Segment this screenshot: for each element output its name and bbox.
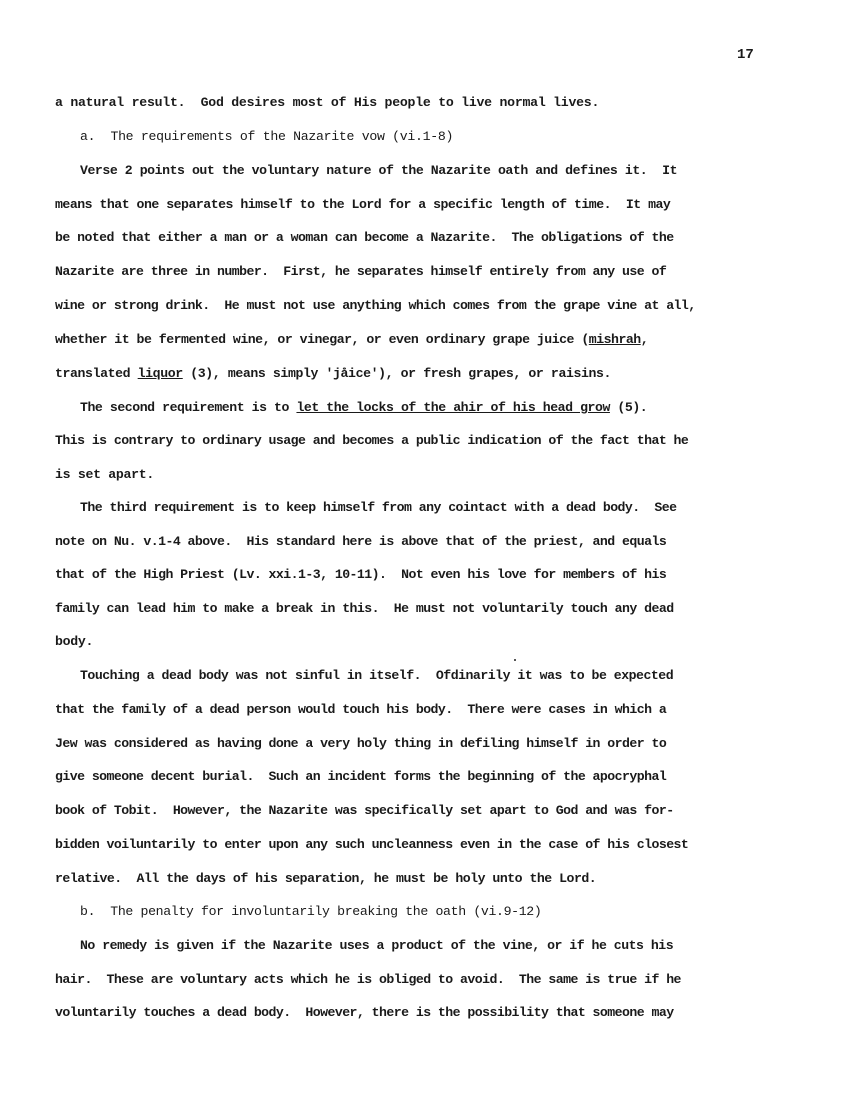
- text-line: [80, 399, 647, 417]
- text-line: be noted that either a man or a woman can become a Nazarite. The obligations of the: [55, 230, 674, 245]
- page-number: 17: [737, 47, 754, 63]
- section-heading-a: a. The requirements of the Nazarite vow (vi.1-8): [80, 129, 454, 144]
- text-line: Nazarite are three in number. First, he separates himself entirely from any use of: [55, 264, 667, 279]
- text-line: hair. These are voluntary acts which he is obliged to avoid. The same is true if he: [55, 972, 681, 987]
- text-segment: (3), means simply 'jåice'), or fresh grapes, or raisins.: [182, 366, 612, 381]
- text-line: is set apart.: [55, 467, 154, 482]
- text-segment: whether it be fermented wine, or vinegar, or even ordinary grape juice (: [55, 332, 589, 347]
- stray-mark: [514, 659, 516, 661]
- text-segment: The second requirement is to: [80, 400, 297, 415]
- text-line: give someone decent burial. Such an incident forms the beginning of the apocryphal: [55, 769, 667, 784]
- text-line: means that one separates himself to the Lord for a specific length of time. It may: [55, 197, 671, 212]
- text-line: This is contrary to ordinary usage and becomes a public indication of the fact that he: [55, 433, 689, 448]
- text-line: that the family of a dead person would touch his body. There were cases in which a: [55, 702, 667, 717]
- text-line: body.: [55, 634, 94, 649]
- underlined-term: liquor: [137, 366, 183, 381]
- text-line: [55, 365, 611, 383]
- text-line: note on Nu. v.1-4 above. His standard here is above that of the priest, and equals: [55, 534, 667, 549]
- text-segment: translated: [55, 366, 138, 381]
- text-line: Touching a dead body was not sinful in itself. Ofdinarily it was to be expected: [80, 668, 674, 683]
- text-line: relative. All the days of his separation, he must be holy unto the Lord.: [55, 871, 597, 886]
- text-line: a natural result. God desires most of His people to live normal lives.: [55, 95, 600, 110]
- text-segment: ,: [640, 332, 649, 347]
- text-line: Jew was considered as having done a very holy thing in defiling himself in order to: [55, 736, 667, 751]
- section-heading-b: b. The penalty for involuntarily breaking the oath (vi.9-12): [80, 904, 542, 919]
- text-line: wine or strong drink. He must not use anything which comes from the grape vine at all,: [55, 298, 696, 313]
- text-line: Verse 2 points out the voluntary nature of the Nazarite oath and defines it. It: [80, 163, 678, 178]
- underlined-phrase: let the locks of the ahir of his head grow: [296, 400, 610, 415]
- text-line: that of the High Priest (Lv. xxi.1-3, 10-11). Not even his love for members of his: [55, 567, 667, 582]
- text-line: voluntarily touches a dead body. However, there is the possibility that someone may: [55, 1005, 674, 1020]
- text-line: [55, 331, 648, 349]
- text-line: book of Tobit. However, the Nazarite was specifically set apart to God and was for-: [55, 803, 674, 818]
- text-line: family can lead him to make a break in this. He must not voluntarily touch any dead: [55, 601, 674, 616]
- underlined-term: mishrah: [588, 332, 641, 347]
- text-line: No remedy is given if the Nazarite uses a product of the vine, or if he cuts his: [80, 938, 674, 953]
- text-line: The third requirement is to keep himself from any cointact with a dead body. See: [80, 500, 677, 515]
- text-line: bidden voiluntarily to enter upon any such uncleanness even in the case of his closest: [55, 837, 689, 852]
- text-segment: (5).: [609, 400, 648, 415]
